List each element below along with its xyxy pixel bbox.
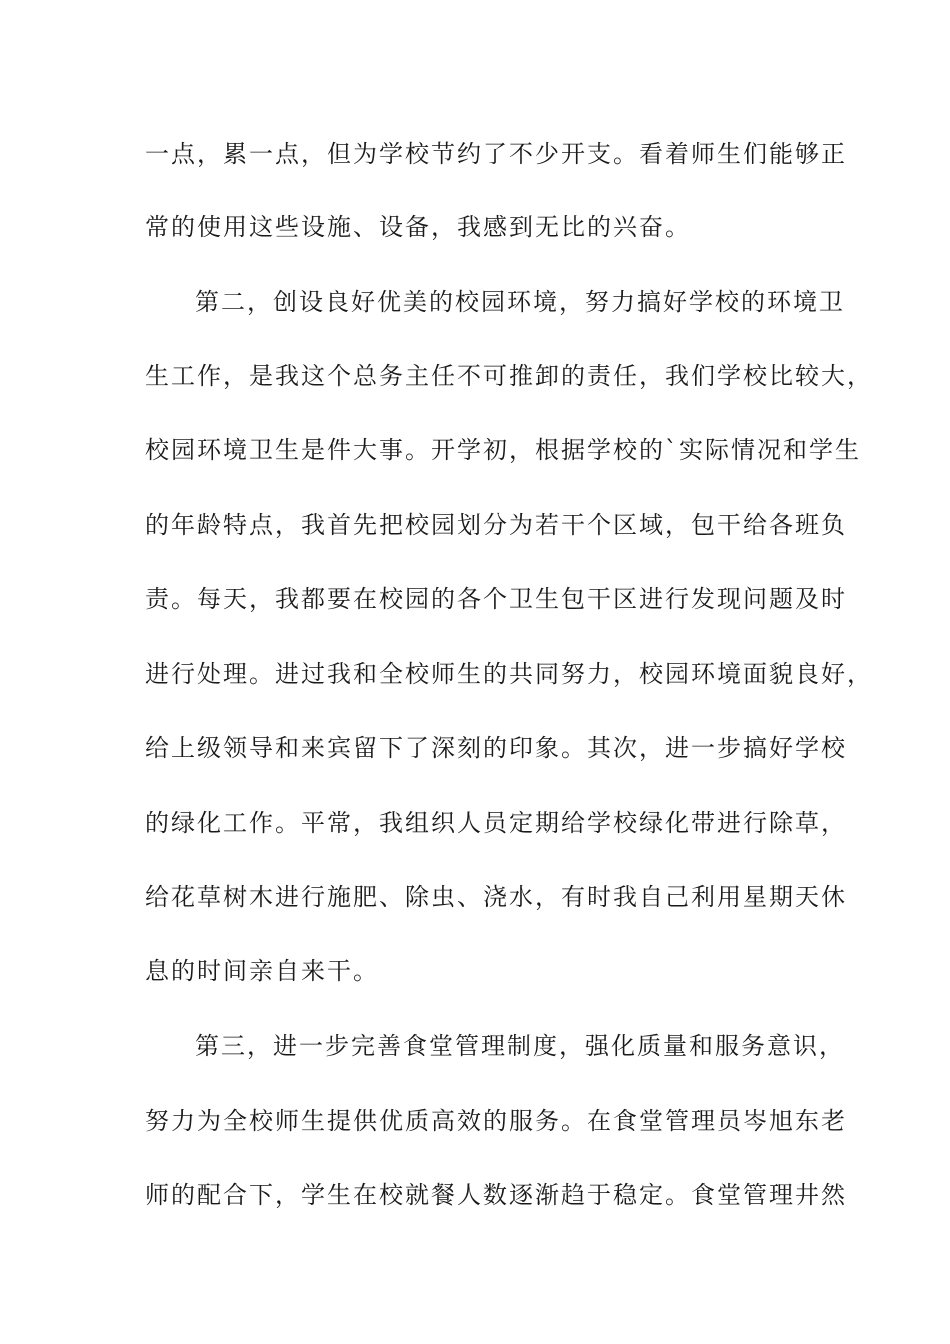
text-line-8: 进行处理。进过我和全校师生的共同努力，校园环境面貌良好， [145, 660, 873, 688]
text-line-2: 常的使用这些设施、设备，我感到无比的兴奋。 [145, 213, 691, 241]
text-line-11: 给花草树木进行施肥、除虫、浇水，有时我自己利用星期天休 [145, 883, 847, 911]
text-line-3: 第二，创设良好优美的校园环境，努力搞好学校的环境卫 [195, 288, 845, 316]
text-line-15: 师的配合下，学生在校就餐人数逐渐趋于稳定。食堂管理井然 [145, 1181, 847, 1209]
text-line-10: 的绿化工作。平常，我组织人员定期给学校绿化带进行除草， [145, 809, 847, 837]
text-line-1: 一点，累一点，但为学校节约了不少开支。看着师生们能够正 [145, 140, 847, 168]
text-line-9: 给上级领导和来宾留下了深刻的印象。其次，进一步搞好学校 [145, 734, 847, 762]
text-line-4: 生工作，是我这个总务主任不可推卸的责任，我们学校比较大， [145, 362, 873, 390]
text-line-12: 息的时间亲自来干。 [145, 957, 379, 985]
text-line-5: 校园环境卫生是件大事。开学初，根据学校的`实际情况和学生 [145, 436, 861, 464]
text-line-13: 第三，进一步完善食堂管理制度，强化质量和服务意识， [195, 1032, 845, 1060]
text-line-14: 努力为全校师生提供优质高效的服务。在食堂管理员岑旭东老 [145, 1107, 847, 1135]
text-line-7: 责。每天，我都要在校园的各个卫生包干区进行发现问题及时 [145, 585, 847, 613]
text-line-6: 的年龄特点，我首先把校园划分为若干个区域，包干给各班负 [145, 511, 847, 539]
